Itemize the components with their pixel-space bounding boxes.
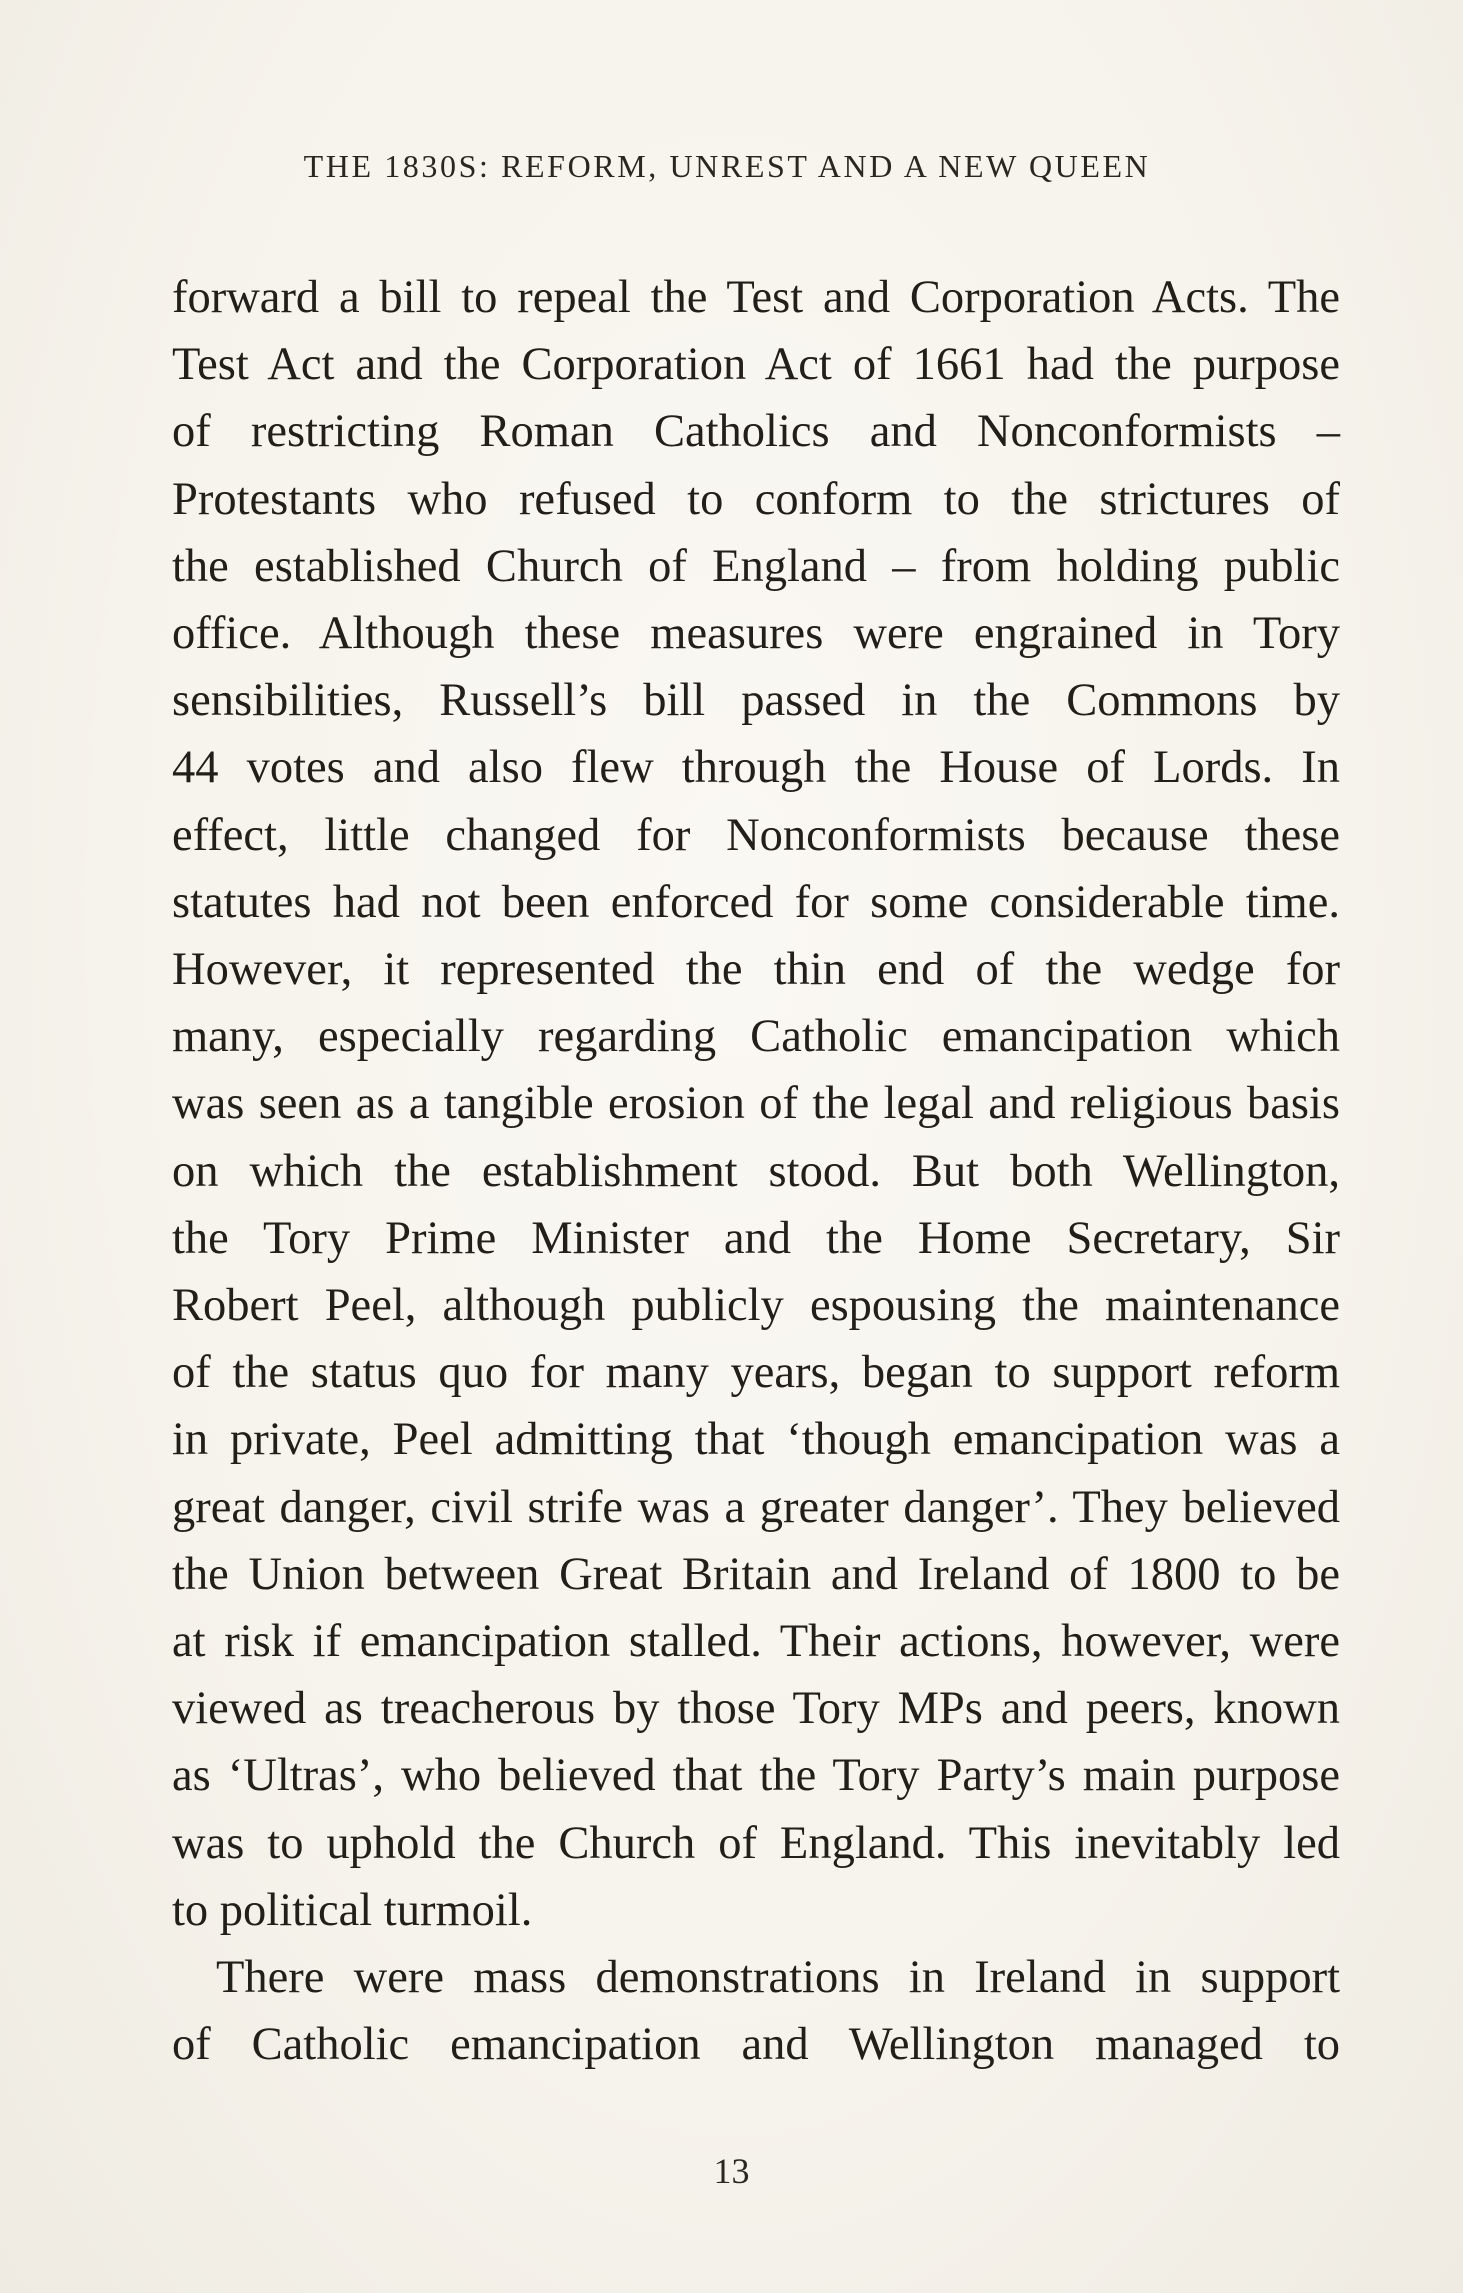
text-line: of restricting Roman Catholics and Nonconformists – [172, 406, 1340, 458]
text-line: as ‘Ultras’, who believed that the Tory Party’s main purpose [172, 1750, 1340, 1802]
text-line: the Tory Prime Minister and the Home Secretary, Sir [172, 1212, 1340, 1264]
running-head: THE 1830S: REFORM, UNREST AND A NEW QUEEN [303, 148, 1151, 184]
text-line: office. Although these measures were engrained in Tory [172, 608, 1340, 660]
text-line: forward a bill to repeal the Test and Corporation Acts. The [172, 272, 1340, 323]
text-line: of the status quo for many years, began to support reform [172, 1347, 1340, 1399]
text-line: 44 votes and also flew through the House of Lords. In [172, 742, 1340, 794]
text-line: many, especially regarding Catholic emancipation which [172, 1011, 1340, 1063]
body-text [172, 264, 1340, 2078]
text-line: However, it represented the thin end of the wedge for [172, 944, 1340, 996]
text-line: was to uphold the Church of England. This inevitably led [172, 1817, 1340, 1869]
text-line: There were mass demonstrations in Ireland in support [216, 1952, 1340, 2004]
text-line: Test Act and the Corporation Act of 1661 had the purpose [172, 339, 1340, 391]
text-line: at risk if emancipation stalled. Their actions, however, were [172, 1616, 1340, 1668]
text-line: statutes had not been enforced for some considerable time. [172, 876, 1340, 928]
text-line: Robert Peel, although publicly espousing the maintenance [172, 1280, 1340, 1332]
text-line: was seen as a tangible erosion of the legal and religious basis [172, 1078, 1340, 1130]
text-line: the established Church of England – from holding public [172, 540, 1340, 592]
text-line: of Catholic emancipation and Wellington managed to [172, 2019, 1340, 2071]
text-line: on which the establishment stood. But both Wellington, [172, 1145, 1340, 1197]
text-line: effect, little changed for Nonconformists because these [172, 809, 1340, 861]
text-line: sensibilities, Russell’s bill passed in the Commons by [172, 675, 1340, 727]
text-line: Protestants who refused to conform to the strictures of [172, 473, 1340, 525]
text-line: the Union between Great Britain and Ireland of 1800 to be [172, 1548, 1340, 1600]
paragraph-2 [172, 1944, 1340, 2078]
page-number: 13 [713, 2151, 750, 2191]
text-line: viewed as treacherous by those Tory MPs and peers, known [172, 1683, 1340, 1735]
text-line: great danger, civil strife was a greater danger’. They believed [172, 1481, 1340, 1533]
text-line: to political turmoil. [172, 1884, 533, 1936]
text-line: in private, Peel admitting that ‘though emancipation was a [172, 1414, 1340, 1466]
paragraph-1 [172, 264, 1340, 1944]
